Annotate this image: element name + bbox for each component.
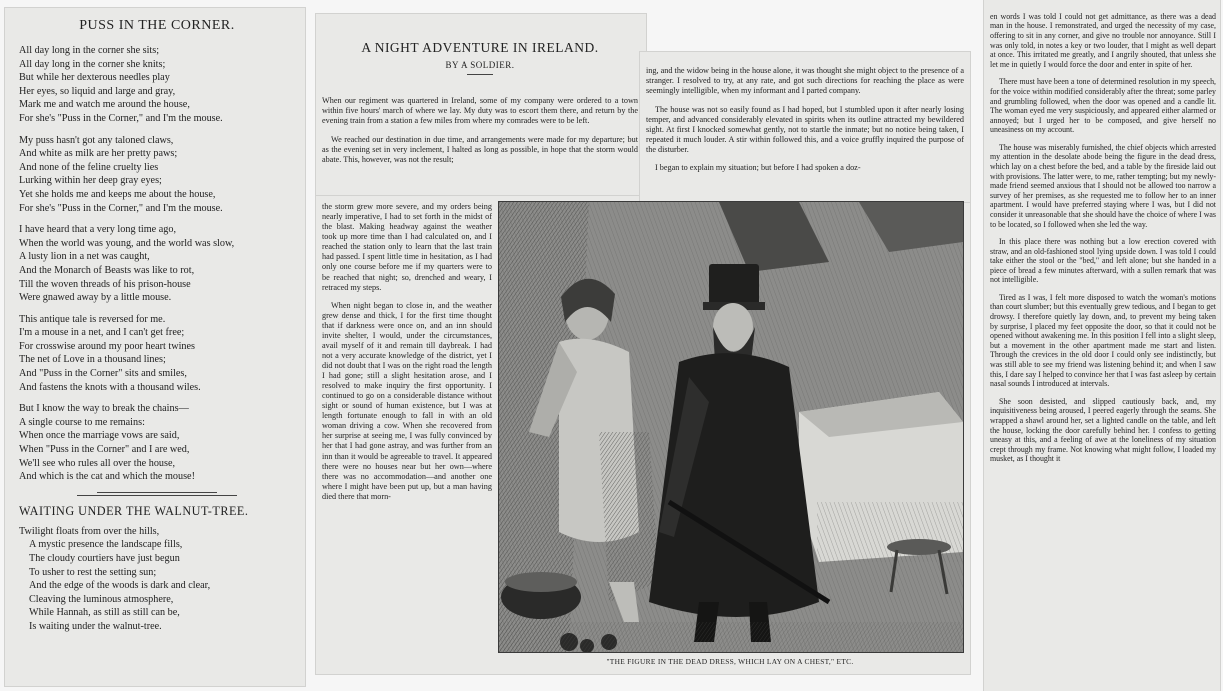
- ireland-col2-para-3: I began to explain my situation; but before I had spoken a doz-: [655, 162, 861, 172]
- poem-line: We'll see who rules all over the house,: [19, 457, 176, 469]
- poem-line: Till the woven threads of his prison-house: [19, 278, 191, 290]
- stanza: [19, 134, 295, 216]
- poem-line: A single course to me remains:: [19, 416, 145, 428]
- poem-line: And "Puss in the Corner" sits and smiles,: [19, 368, 187, 380]
- poem-line: Lurking within her deep gray eyes;: [19, 175, 162, 187]
- poem-line: A mystic presence the landscape fills,: [29, 539, 183, 551]
- stanza: [19, 44, 295, 126]
- ireland-narrow-para-2: When night began to close in, and the weather grew dense and thick, I for the first time thought that if darkness were once on, and an inn should invite shelter, I would, under the circumstances, avail myself of it and remain till daybreak. I had not a very accurate knowledge of the district, yet I did not doubt that I was on the right road the length I had gone; still a slight hesitation arose, and I resolved to make inquiry the first opportunity. I continued to go on a considerable distance without sight or sound of human existence, but I was at length fortunate enough to fall in with an old woman driving a cow. When she recovered from her surprise at seeing me, I was fully convinced by her that I had gone astray, and was further from an inn than it would be agreeable to travel. It appeared there were no houses near but her own—where there was no accommodation—and another one where I might have been put up, but a man having died there that morn-: [322, 300, 492, 501]
- poem-line: Yet she holds me and keeps me about the house,: [19, 188, 216, 200]
- poem-line: For she's "Puss in the Corner," and I'm the mouse.: [19, 112, 223, 124]
- poem-line: When once the marriage vows are said,: [19, 430, 180, 442]
- stanza: [19, 223, 295, 305]
- poem-line: When "Puss in the Corner" and I are wed,: [19, 444, 190, 456]
- ireland-para-1: When our regiment was quartered in Ireland, some of my company were ordered to a town within five hours' march of where we lay. My duty was to escort them there, and return by the evening train from a station a few miles from where my comrades were to be left.: [322, 96, 638, 126]
- poem-line: But I know the way to break the chains—: [19, 403, 189, 415]
- poem-line: Mark me and watch me around the house,: [19, 99, 190, 111]
- ireland-byline: BY A SOLDIER.: [445, 60, 515, 70]
- poem-line: While Hannah, as still as still can be,: [29, 607, 180, 619]
- puss-title: PUSS IN THE CORNER.: [79, 18, 235, 33]
- ireland-para-2: We reached our destination in due time, and arrangements were made for my departure; but as the evening set in very inclement, I halted as long as possible, in hope that the storm would abate. This, however, was not the result;: [322, 134, 638, 164]
- ireland-narrow-text: the storm grew more severe, and my orders being nearly imperative, I had to set forth in the midst of the blast. Making headway against the weather took up more time than I had calculated on, and I reached the station only to learn that the last train had passed. I spent little time in hesitation, as I had only one course before me if my quarters were to be reached that night; so, drenched and weary, I retraced my steps.: [322, 202, 492, 292]
- poem-line: Is waiting under the walnut-tree.: [29, 620, 162, 632]
- poem-line: But while her dexterous needles play: [19, 72, 170, 84]
- poem-line: For she's "Puss in the Corner," and I'm the mouse.: [19, 202, 223, 214]
- engraving-image: [499, 202, 963, 652]
- ireland-intro: [322, 88, 638, 194]
- divider: [97, 492, 217, 493]
- poem-line: The cloudy courtiers have just begun: [29, 553, 180, 564]
- poem-line: And the edge of the woods is dark and clear,: [29, 580, 211, 592]
- ireland-upper-right-column: [646, 58, 964, 198]
- walnut-title: WAITING UNDER THE WALNUT-TREE.: [19, 503, 249, 518]
- poem-line: And fastens the knots with a thousand wiles.: [19, 381, 201, 393]
- poem-line: This antique tale is reversed for me.: [19, 313, 166, 325]
- poem-line: And the Monarch of Beasts was like to rot,: [19, 264, 195, 276]
- puss-poem: [19, 44, 295, 484]
- stanza: [19, 402, 295, 484]
- poem-line: My puss hasn't got any taloned claws,: [19, 134, 174, 146]
- walnut-poem: [19, 525, 295, 634]
- ireland-header: [322, 40, 638, 75]
- poem-line: All day long in the corner she knits;: [19, 58, 166, 70]
- ireland-col2-top: ing, and the widow being in the house alone, it was thought she might object to the presence of a stranger. I resolved to try, at any rate, and got such directions for reaching the place as were seemingly intelligible, when my informant and I parted company.: [646, 66, 964, 96]
- poem-line: Twilight floats from over the hills,: [19, 525, 160, 537]
- poem-line: And which is the cat and which the mouse!: [19, 471, 195, 483]
- right-para-4: In this place there was nothing but a low erection covered with straw, and an old-fashioned stool lying upside down. I was told I could take either the stool or the "bed," and left alone; but she handed in a piece of bread a few minutes afterward, with a sullen remark that was not intelligible.: [990, 237, 1216, 285]
- right-column: [990, 4, 1216, 688]
- poem-line: And white as milk are her pretty paws;: [19, 148, 178, 160]
- divider: [77, 495, 237, 496]
- poem-line: I have heard that a very long time ago,: [19, 224, 176, 236]
- poem-line: Her eyes, so liquid and large and gray,: [19, 85, 176, 97]
- poem-line: All day long in the corner she sits;: [19, 45, 160, 56]
- poem-line: To usher to rest the setting sun;: [29, 566, 157, 578]
- illustration-caption: "THE FIGURE IN THE DEAD DRESS, WHICH LAY ON A CHEST," ETC.: [606, 657, 854, 666]
- poem-line: Cleaving the luminous atmosphere,: [29, 593, 174, 605]
- poem-line: For crosswise around my poor heart twines: [19, 340, 195, 352]
- right-para-1: en words I was told I could not get admittance, as there was a dead man in the house. I remonstrated, and urged the necessity of my case, offering to sit in any corner, and give no trouble nor annoyance. Still I was only told, in notes a key or two louder, that I might as well depart at once. This irritated me greatly, and I angrily shouted, that unless she let me in quietly I would force the door and enter in spite of her.: [990, 11, 1216, 69]
- engraving-illustration: [498, 201, 964, 653]
- right-para-5: Tired as I was, I felt more disposed to watch the woman's motions than court slumber; but this eventually grew tedious, and I began to get drowsy. I therefore quietly lay down, and, to prevent my being taken by surprise, I placed my feet opposite the door, so that it could not be opened without awakening me. In this position I fell into a slight sleep, but a movement in the other apartment made me start and listen. Through the crevices in the old door I could only see indistinctly, but was still able to see my friend was listening behind it; and when I saw this, I dare say I helped to convince her that I was fast asleep by certain nasal sounds I introduced at intervals.: [990, 292, 1216, 389]
- ireland-col2-para-2: The house was not so easily found as I had hoped, but I stumbled upon it after nearly losing temper, and advanced considerably elevated in spirits when its outline attracted my bewildered sight. At first I knocked somewhat gently, not to startle the inmate; but no notice being taken, I repeated it much louder. A stir within followed this, and a voice gruffly inquired the purpose of the disturber.: [646, 104, 964, 154]
- ireland-title: A NIGHT ADVENTURE IN IRELAND.: [361, 40, 599, 55]
- ireland-narrow-column: [322, 194, 492, 670]
- poem-line: When the world was young, and the world was slow,: [19, 237, 235, 249]
- poems-clipping: [5, 8, 305, 686]
- byline-rule: [467, 74, 493, 75]
- stanza: [19, 313, 295, 395]
- right-para-6: She soon desisted, and slipped cautiously back, and, my inquisitiveness being aroused, I peered eagerly through the seams. She wrapped a shawl around her, set a lighted candle on the table, and left the house, locking the door carefully behind her. I confess to getting uneasy at this, and a feeling of awe at the loneliness of my situation crept through my frame. Not knowing what might follow, I loaded my musket, as I thought it: [990, 396, 1216, 464]
- poem-line: The net of Love in a thousand lines;: [19, 354, 166, 366]
- poem-line: A lusty lion in a net was caught,: [19, 251, 150, 263]
- poem-line: Were gnawed away by a little mouse.: [19, 292, 172, 304]
- poem-line: And none of the feline cruelty lies: [19, 161, 159, 173]
- right-para-3: The house was miserably furnished, the chief objects which arrested my attention in the desolate abode being the figure in the dead dress, which lay on a chest before the bed, and a table by the fireside laid out with provisions. The latter were, to me, rather tempting; but my newly-made friend seemed anxious that I should not be allowed too narrow a survey of her premises, as she requested me to follow her to an inner apartment. I would have preferred staying where I was, but I did not consider it unreasonable that she should have the choice of where I was to be located, so I followed when she led the way.: [990, 142, 1216, 229]
- right-para-2: There must have been a tone of determined resolution in my speech, for the voice within modified considerably after the threat; some parley and grumbling followed, when the door was opened and a candle lit. The woman eyed me very suspiciously, and appeared either alarmed or annoyed; but I urged her to be composed, and give herself no uneasiness on my account.: [990, 77, 1216, 135]
- poem-line: I'm a mouse in a net, and I can't get free;: [19, 327, 185, 339]
